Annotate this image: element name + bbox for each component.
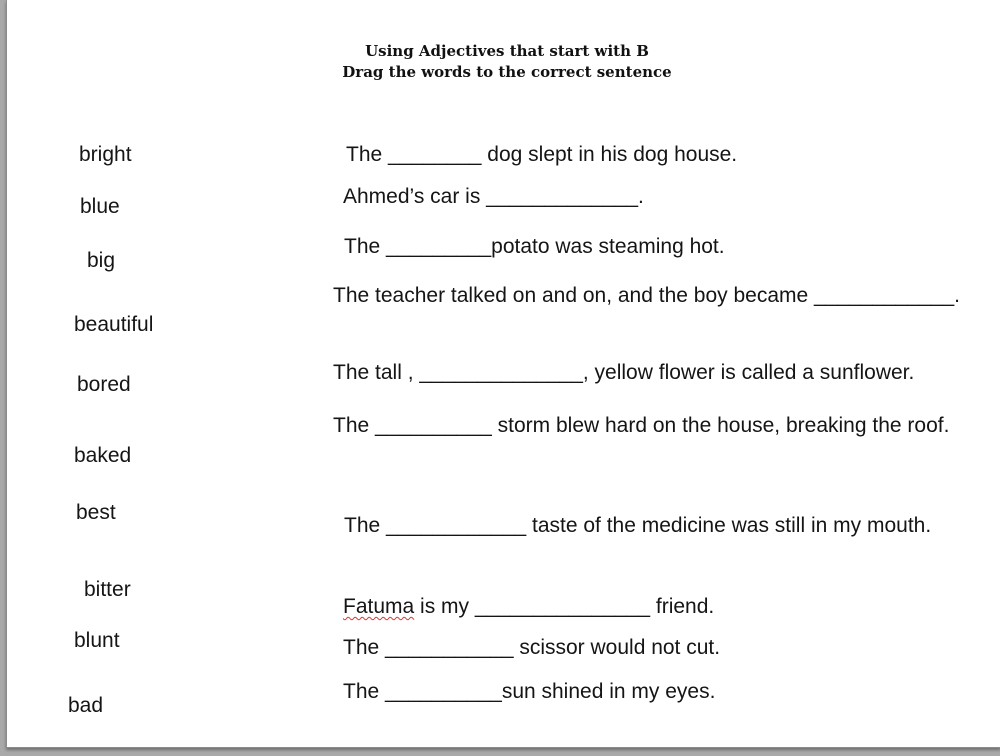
sentence-4[interactable]: The teacher talked on and on, and the boy became ____________.: [333, 284, 960, 307]
sentence-2[interactable]: Ahmed’s car is _____________.: [343, 185, 644, 208]
sentence-8-text: is my _______________ friend.: [414, 595, 715, 618]
sentence-9[interactable]: The ___________ scissor would not cut.: [343, 636, 721, 659]
sentence-3[interactable]: The _________potato was steaming hot.: [344, 235, 725, 258]
sentence-5[interactable]: The tall , ______________, yellow flower is called a sunflower.: [333, 361, 915, 384]
sentence-8-name: Fatuma: [343, 595, 415, 618]
word-blunt[interactable]: blunt: [74, 629, 120, 652]
worksheet-title: Using Adjectives that start with B: [365, 42, 649, 60]
word-baked[interactable]: baked: [74, 444, 132, 467]
word-beautiful[interactable]: beautiful: [74, 313, 154, 336]
word-blue[interactable]: blue: [80, 195, 120, 218]
worksheet-instructions: Drag the words to the correct sentence: [342, 63, 672, 81]
word-big[interactable]: big: [87, 249, 116, 272]
word-bright[interactable]: bright: [79, 143, 132, 166]
worksheet-page: [6, 0, 1000, 748]
word-best[interactable]: best: [76, 501, 116, 524]
sentence-1[interactable]: The ________ dog slept in his dog house.: [346, 143, 738, 166]
sentence-6[interactable]: The __________ storm blew hard on the house, breaking the roof.: [333, 414, 950, 437]
word-bitter[interactable]: bitter: [84, 578, 131, 601]
sentence-10[interactable]: The __________sun shined in my eyes.: [343, 680, 716, 703]
sentence-8[interactable]: [343, 593, 714, 621]
word-bad[interactable]: bad: [68, 694, 104, 717]
word-bored[interactable]: bored: [77, 373, 131, 396]
sentence-7[interactable]: The ____________ taste of the medicine was still in my mouth.: [344, 514, 932, 537]
